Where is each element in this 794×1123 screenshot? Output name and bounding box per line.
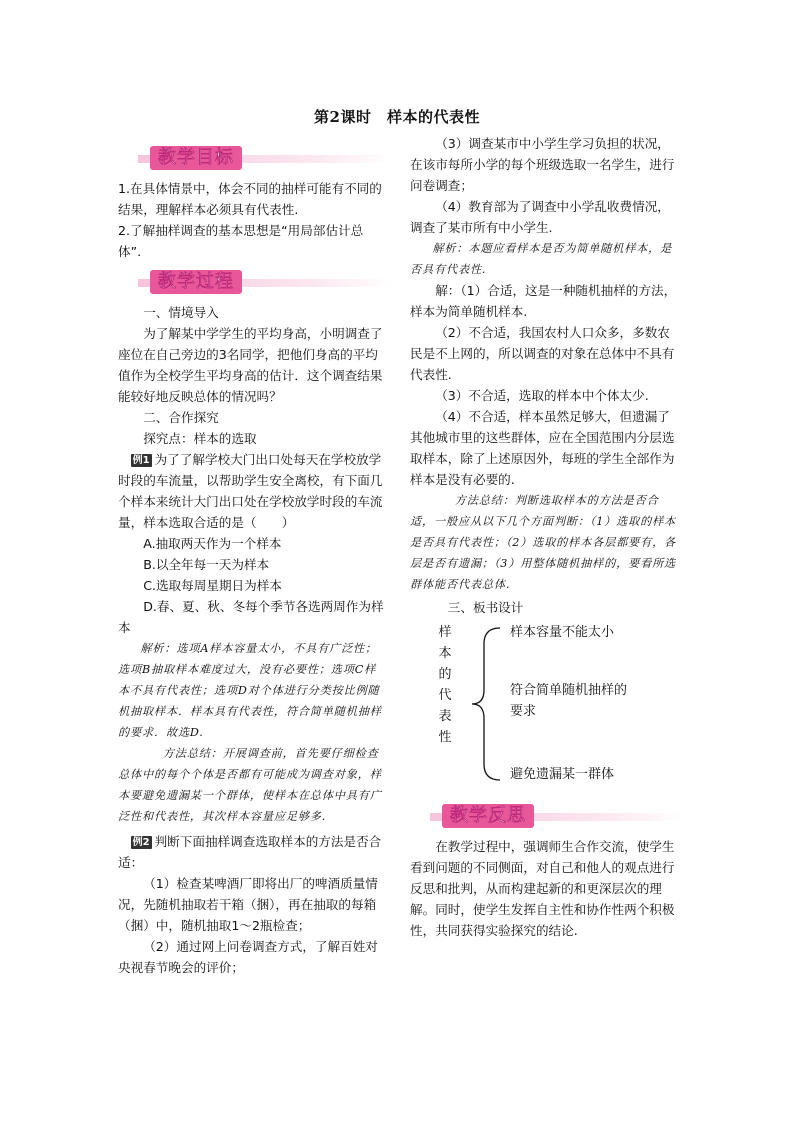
page-title: 第2课时 样本的代表性: [314, 108, 480, 126]
process-heading: 教学过程: [150, 270, 242, 294]
reflection-heading: 教学反思: [442, 804, 534, 828]
goal-item: 1.在具体情景中，体会不同的抽样可能有不同的结果，理解样本必须具有代表性.: [118, 181, 382, 217]
goals-heading: 教学目标: [150, 146, 242, 170]
explore-point: 探究点：样本的选取: [143, 431, 257, 446]
example2-label: 例2: [132, 837, 150, 848]
example2-item: （2）通过网上问卷调查方式，了解百姓对央视春节晚会的评价；: [118, 939, 378, 975]
reflection-banner: [410, 804, 678, 830]
example2-summary: 方法总结：判断选取样本的方法是否合适，一般应从以下几个方面判断：（1）选取的样本是否具有代表性；（2）选取的样本各层都要有，各层是否有遗漏；（3）用整体随机抽样的，要看所选群体能否代表总体.: [410, 494, 677, 591]
example2-text: 判断下面抽样调查选取样本的方法是否合适：: [118, 834, 382, 870]
board-char: 性: [438, 730, 452, 745]
board-char: 代: [438, 688, 452, 703]
example1-summary: 方法总结：开展调查前，首先要仔细检查总体中的每个个体是否都有可能成为调查对象，样本要避免遗漏某一个群体，使样本在总体中具有广泛性和代表性，其次样本容量应足够多.: [118, 747, 382, 823]
part1-heading: 一、情境导入: [143, 305, 219, 320]
board-char: 表: [438, 709, 452, 724]
example1-question: [118, 449, 386, 533]
board-char: 本: [438, 646, 452, 661]
option-b: B.以全年每一天为样本: [143, 557, 270, 572]
example1-text: 为了了解学校大门出口处每天在学校放学时段的车流量，以帮助学生安全离校，有下面几个样本来统计大门出口处在学校放学时段的车流量，样本选取合适的是（ ）: [118, 452, 383, 530]
part2-heading: 二、合作探究: [143, 410, 219, 425]
board-char: 的: [438, 667, 452, 682]
option-d: D.春、夏、秋、冬每个季节各选两周作为样本: [118, 599, 384, 635]
example2-analysis: 解析：本题应看样本是否为简单随机样本，是否具有代表性.: [410, 242, 673, 276]
board-design: [410, 622, 678, 794]
board-item: 样本容量不能太小: [510, 625, 615, 640]
board-item: 要求: [510, 704, 537, 719]
example2-solution: （2）不合适，我国农村人口众多，多数农民是不上网的，所以调查的对象在总体中不具有代表性.: [410, 325, 675, 382]
example2-solution: 解：（1）合适，这是一种随机抽样的方法，样本为简单随机样本.: [410, 283, 677, 319]
process-banner: [118, 270, 386, 296]
reflection-paragraph: 在教学过程中，强调师生合作交流，使学生看到问题的不同侧面，对自己和他人的观点进行反思和批判，从而构建起新的和更深层次的理解。同时，使学生发挥自主性和协作性两个积极性，共同获得实验探究的结论.: [410, 839, 675, 938]
right-column: [410, 133, 678, 941]
part3-heading: 三、板书设计: [447, 600, 524, 615]
example1-analysis: 解析：选项A样本容量太小，不具有广泛性；选项B抽取样本难度过大，没有必要性；选项C样本不具有代表性；选项D对个体进行分类按比例随机抽取样本．样本具有代表性，符合简单随机抽样的要求．故选D.: [118, 642, 382, 739]
left-column: [118, 144, 386, 978]
example2-question: [118, 831, 386, 873]
example2-solution: （4）不合适，样本虽然足够大，但遗漏了其他城市里的这些群体，应在全国范围内分层选取样本，除了上述原因外，每班的学生全部作为样本是没有必要的.: [410, 409, 675, 487]
goal-item: 2.了解抽样调查的基本思想是“用局部估计总体”.: [118, 223, 364, 259]
example2-solution: （3）不合适，选取的样本中个体太少.: [435, 388, 649, 403]
example2-item: （4）教育部为了调查中小学乱收费情况，调查了某市所有中小学生.: [410, 199, 670, 235]
example1-label: 例1: [132, 455, 150, 466]
board-vertical-title: [438, 622, 452, 748]
option-c: C.选取每周星期日为样本: [143, 578, 282, 593]
board-char: 样: [438, 625, 452, 640]
example2-item: （3）调查某市中小学生学习负担的状况，在该市每所小学的每个班级选取一名学生，进行问卷调查；: [410, 136, 675, 193]
board-item: 符合简单随机抽样的: [510, 683, 628, 698]
board-item: 避免遗漏某一群体: [510, 767, 615, 782]
example2-item: （1）检查某啤酒厂即将出厂的啤酒质量情况，先随机抽取若干箱（捆），再在抽取的每箱（捆）中，随机抽取1～2瓶检查；: [118, 876, 378, 933]
brace-icon: [466, 624, 506, 784]
option-a: A.抽取两天作为一个样本: [143, 536, 282, 551]
intro-paragraph: 为了解某中学学生的平均身高，小明调查了座位在自己旁边的3名同学，把他们身高的平均值作为全校学生平均身高的估计．这个调查结果能较好地反映总体的情况吗？: [118, 326, 383, 404]
goals-banner: [118, 146, 386, 172]
